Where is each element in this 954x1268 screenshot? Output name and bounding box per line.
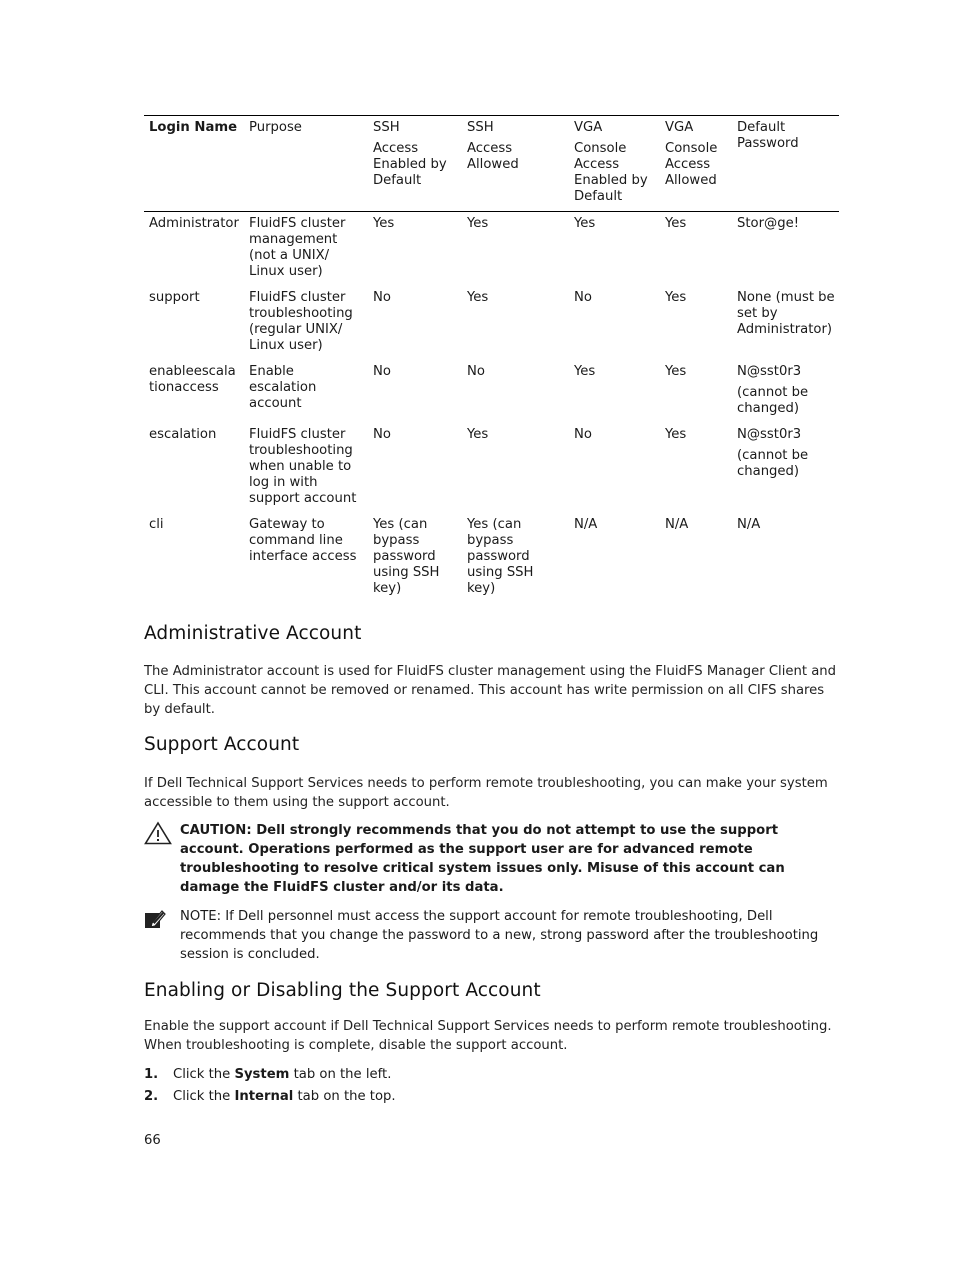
cell-login-name: Administrator <box>149 216 239 231</box>
steps-list <box>144 1064 839 1108</box>
cell-login-name: enableescalationaccess <box>149 364 236 395</box>
cell-login-name: cli <box>149 517 164 532</box>
cell-vga-allowed: N/A <box>665 517 689 532</box>
cell-login-name: escalation <box>149 427 217 442</box>
enable-heading: Enabling or Disabling the Support Account <box>144 980 541 1001</box>
cell-default-password: N/A <box>737 517 761 532</box>
cell-vga-enabled: Yes <box>574 364 596 379</box>
cell-vga-enabled: No <box>574 427 592 442</box>
admin-heading: Administrative Account <box>144 623 362 644</box>
caution-triangle-icon <box>144 821 172 851</box>
cell-purpose: Gateway to command line interface access <box>249 517 357 564</box>
cell-ssh-allowed: Yes <box>467 427 489 442</box>
note-pencil-icon <box>144 909 166 937</box>
admin-paragraph: The Administrator account is used for FluidFS cluster management using the FluidFS Manager Client and CLI. This account cannot be removed or renamed. This account has write permission on all CIFS shares by default. <box>144 664 837 717</box>
header-vga-allowed: VGA Console Access Allowed <box>660 116 732 212</box>
support-paragraph: If Dell Technical Support Services needs to perform remote troubleshooting, you can make your system accessible to them using the support account. <box>144 776 828 810</box>
login-accounts-table <box>144 115 839 603</box>
cell-ssh-enabled: Yes (can bypass password using SSH key) <box>373 517 440 596</box>
header-ssh-allowed: SSH Access Allowed <box>462 116 569 212</box>
support-heading: Support Account <box>144 734 300 755</box>
header-default-password: Default Password <box>732 116 839 212</box>
table-header-row <box>144 116 839 212</box>
step-item: 2. Click the Internal tab on the top. <box>144 1089 396 1104</box>
cell-ssh-allowed: Yes <box>467 290 489 305</box>
table-row <box>144 513 839 603</box>
cell-default-password: Stor@ge! <box>737 216 799 231</box>
cell-login-name: support <box>149 290 200 305</box>
note-label: NOTE: <box>180 909 222 924</box>
password-note: (cannot be changed) <box>737 448 809 479</box>
cell-vga-enabled: No <box>574 290 592 305</box>
cell-ssh-enabled: No <box>373 364 391 379</box>
cell-ssh-enabled: No <box>373 290 391 305</box>
caution-text: CAUTION: Dell strongly recommends that you do not attempt to use the support account. Operations performed as the support user are for advanced remote troubleshooting to resolve critical system issues only. Misuse of this account can damage the FluidFS cluster and/or its data. <box>180 823 785 895</box>
cell-purpose: Enable escalation account <box>249 364 317 411</box>
note-text: If Dell personnel must access the support account for remote troubleshooting, Dell recommends that you change the password to a new, strong password after the troubleshooting session is concluded. <box>180 909 819 962</box>
header-login-name: Login Name <box>144 116 244 212</box>
caution-box <box>144 821 839 897</box>
cell-vga-enabled: N/A <box>574 517 598 532</box>
cell-purpose: FluidFS cluster management (not a UNIX/ Linux user) <box>249 216 346 279</box>
table-row <box>144 212 839 287</box>
page-number: 66 <box>144 1133 161 1148</box>
table-row <box>144 360 839 423</box>
cell-vga-allowed: Yes <box>665 364 687 379</box>
cell-purpose: FluidFS cluster troubleshooting (regular UNIX/ Linux user) <box>249 290 353 353</box>
cell-ssh-enabled: No <box>373 427 391 442</box>
cell-vga-allowed: Yes <box>665 290 687 305</box>
cell-ssh-enabled: Yes <box>373 216 395 231</box>
table-row <box>144 423 839 513</box>
cell-vga-enabled: Yes <box>574 216 596 231</box>
step-item: 1. Click the System tab on the left. <box>144 1067 392 1082</box>
enable-paragraph: Enable the support account if Dell Technical Support Services needs to perform remote troubleshooting. When troubleshooting is complete, disable the support account. <box>144 1019 832 1053</box>
cell-default-password: N@sst0r3 (cannot be changed) <box>732 360 839 423</box>
cell-purpose: FluidFS cluster troubleshooting when unable to log in with support account <box>249 427 357 506</box>
cell-ssh-allowed: Yes (can bypass password using SSH key) <box>467 517 534 596</box>
cell-ssh-allowed: No <box>467 364 485 379</box>
header-vga-enabled: VGA Console Access Enabled by Default <box>569 116 660 212</box>
cell-vga-allowed: Yes <box>665 216 687 231</box>
cell-default-password: None (must be set by Administrator) <box>737 290 835 337</box>
cell-vga-allowed: Yes <box>665 427 687 442</box>
cell-default-password: N@sst0r3 (cannot be changed) <box>732 423 839 513</box>
note-box <box>144 907 839 964</box>
header-ssh-enabled: SSH Access Enabled by Default <box>368 116 462 212</box>
cell-ssh-allowed: Yes <box>467 216 489 231</box>
header-purpose: Purpose <box>244 116 368 212</box>
page-content <box>144 115 839 1108</box>
password-note: (cannot be changed) <box>737 385 809 416</box>
table-row <box>144 286 839 360</box>
